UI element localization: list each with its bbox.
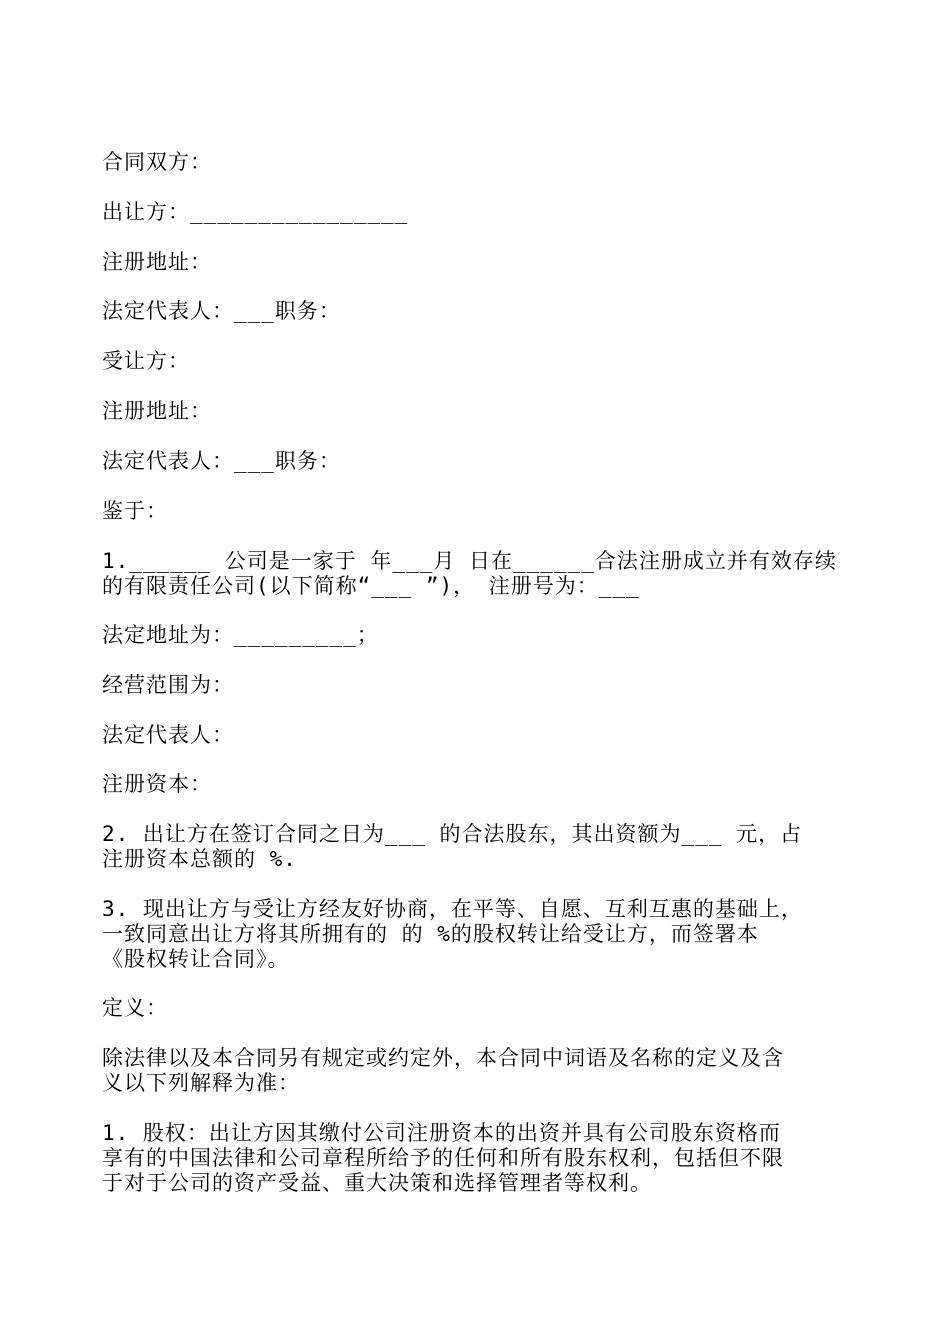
text-line: 鉴于： bbox=[102, 499, 168, 523]
text-line: 义以下列解释为准： bbox=[102, 1071, 300, 1095]
text-line: 定义： bbox=[102, 996, 168, 1020]
text-line: 于对于公司的资产受益、重大决策和选择管理者等权利。 bbox=[102, 1171, 652, 1195]
text-line: 3. 现出让方与受让方经友好协商，在平等、自愿、互利互惠的基础上， bbox=[102, 897, 803, 921]
text-line: 1. 股权：出让方因其缴付公司注册资本的出资并具有公司股东资格而 bbox=[102, 1121, 781, 1145]
text-line: 受让方： bbox=[102, 349, 190, 373]
text-line: 合同双方： bbox=[102, 150, 212, 174]
text-line: 1.______ 公司是一家于 年___月 日在______合法注册成立并有效存续 bbox=[102, 549, 837, 573]
text-line: 2. 出让方在签订合同之日为___ 的合法股东，其出资额为___ 元，占 bbox=[102, 822, 803, 846]
text-line: 注册资本总额的 %. bbox=[102, 847, 297, 871]
text-line: 法定代表人：___职务： bbox=[102, 299, 341, 323]
text-line: 法定代表人：___职务： bbox=[102, 449, 341, 473]
text-line: 法定地址为：_________； bbox=[102, 623, 379, 647]
text-line: 一致同意出让方将其所拥有的 的 %的股权转让给受让方，而签署本 bbox=[102, 922, 759, 946]
text-line: 注册地址： bbox=[102, 399, 212, 423]
text-line: 法定代表人： bbox=[102, 723, 234, 747]
text-line: 经营范围为： bbox=[102, 673, 234, 697]
text-line: 注册地址： bbox=[102, 250, 212, 274]
text-line: 注册资本： bbox=[102, 772, 212, 796]
text-line: 的有限责任公司(以下简称“___ ”)， 注册号为：___ bbox=[102, 574, 640, 598]
text-line: 享有的中国法律和公司章程所给予的任何和所有股东权利，包括但不限 bbox=[102, 1146, 784, 1170]
text-line: 除法律以及本合同另有规定或约定外，本合同中词语及名称的定义及含 bbox=[102, 1046, 784, 1070]
text-line: 《股权转让合同》。 bbox=[102, 947, 290, 971]
text-line: 出让方：________________ bbox=[102, 200, 409, 224]
